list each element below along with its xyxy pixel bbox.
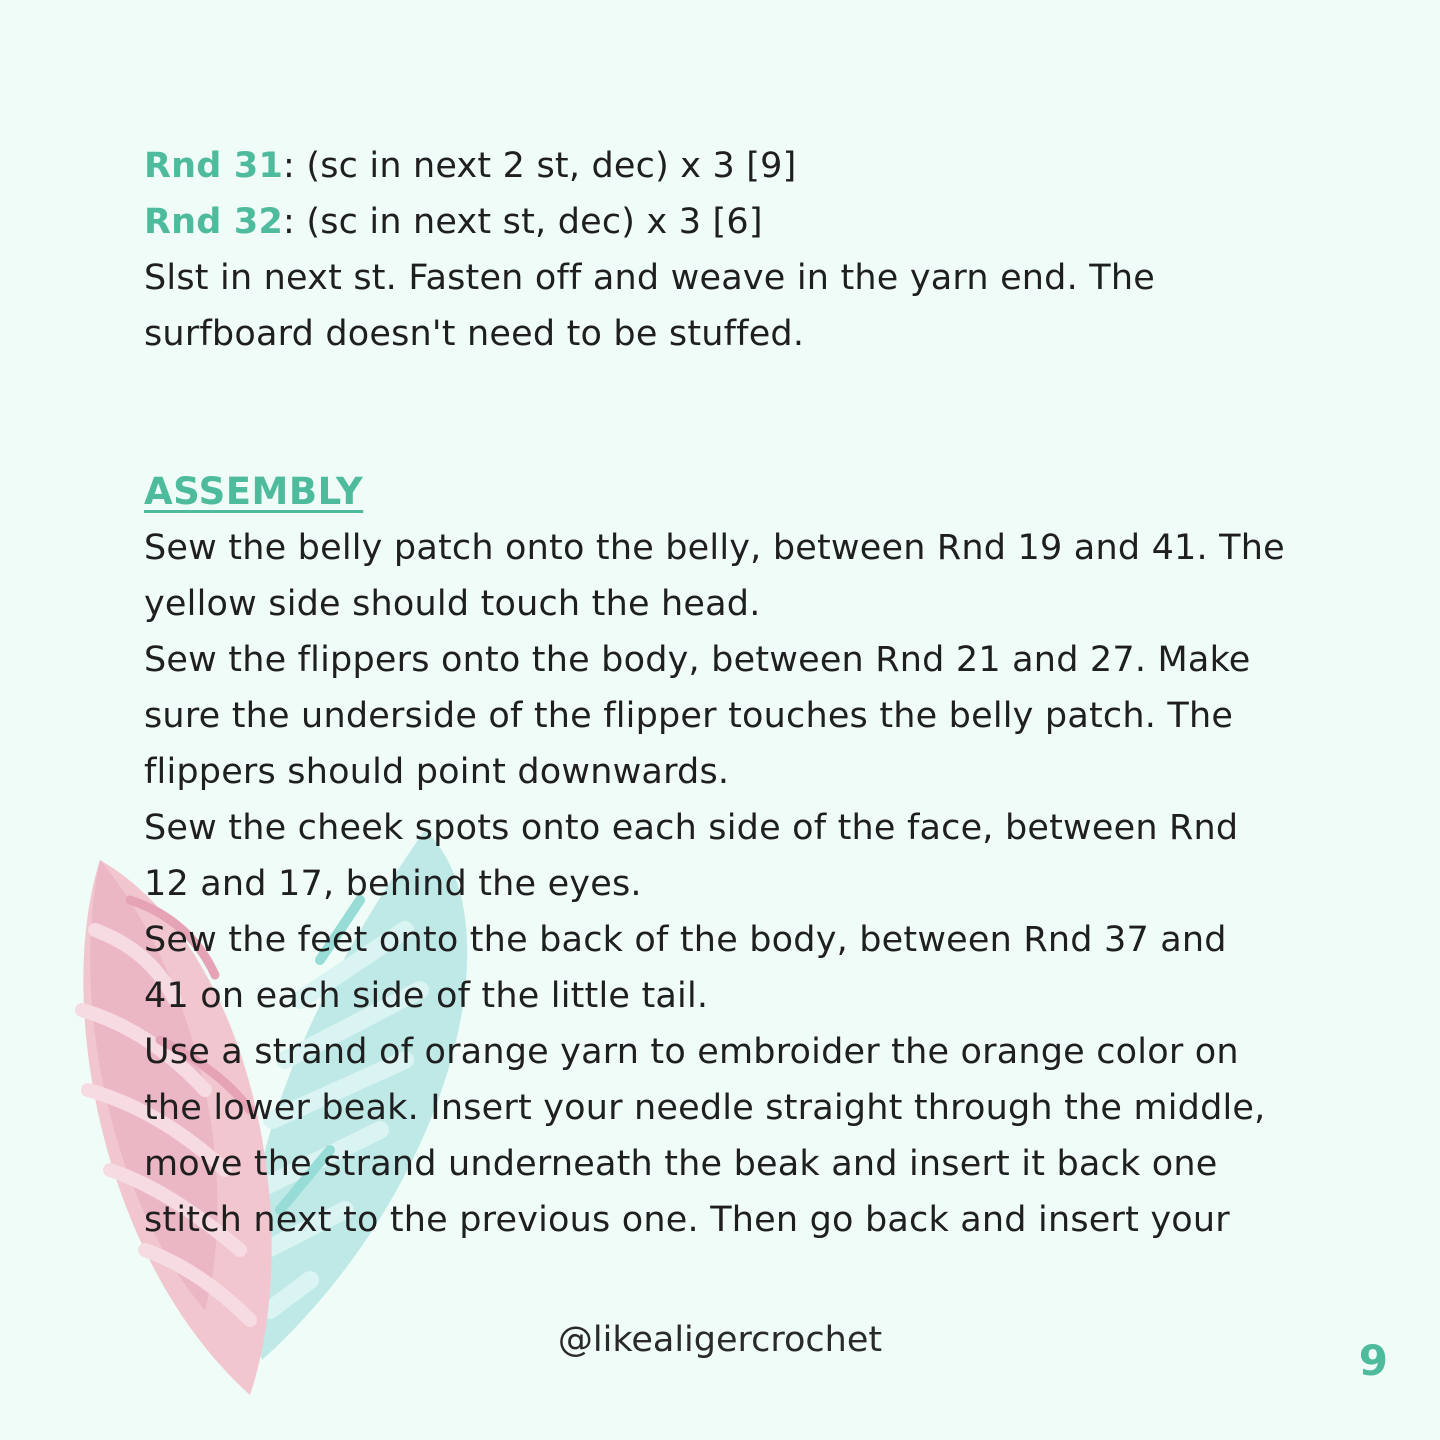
- assembly-line: move the strand underneath the beak and insert it back one: [144, 1144, 1218, 1184]
- round-31-line: [144, 138, 1324, 194]
- assembly-line: 12 and 17, behind the eyes.: [144, 864, 642, 904]
- assembly-line: 41 on each side of the little tail.: [144, 976, 709, 1016]
- social-handle: [0, 1316, 1440, 1364]
- section-spacer: [144, 362, 1324, 466]
- social-handle-text: @likealigercrochet: [557, 1320, 883, 1360]
- assembly-heading: ASSEMBLY: [144, 470, 364, 513]
- assembly-line: yellow side should touch the head.: [144, 584, 761, 624]
- assembly-line: Sew the feet onto the back of the body, between Rnd 37 and: [144, 920, 1227, 960]
- assembly-line: flippers should point downwards.: [144, 752, 730, 792]
- assembly-line: Sew the cheek spots onto each side of the face, between Rnd: [144, 808, 1239, 848]
- round-32-line: [144, 194, 1324, 250]
- assembly-line: the lower beak. Insert your needle straight through the middle,: [144, 1088, 1266, 1128]
- assembly-line: sure the underside of the flipper touches the belly patch. The: [144, 696, 1234, 736]
- assembly-line: Sew the belly patch onto the belly, between Rnd 19 and 41. The: [144, 528, 1285, 568]
- finishing-line: surfboard doesn't need to be stuffed.: [144, 314, 805, 354]
- assembly-line: Use a strand of orange yarn to embroider the orange color on: [144, 1032, 1239, 1072]
- assembly-line: stitch next to the previous one. Then go back and insert your: [144, 1200, 1230, 1240]
- page-number: 9: [1358, 1336, 1388, 1385]
- round-instruction: : (sc in next st, dec) x 3 [6]: [283, 202, 763, 242]
- round-instruction: : (sc in next 2 st, dec) x 3 [9]: [283, 146, 797, 186]
- pattern-content: [144, 138, 1324, 1248]
- round-label: Rnd 31: [144, 146, 284, 186]
- assembly-line: Sew the flippers onto the body, between Rnd 21 and 27. Make: [144, 640, 1251, 680]
- finishing-line: Slst in next st. Fasten off and weave in the yarn end. The: [144, 258, 1155, 298]
- round-label: Rnd 32: [144, 202, 284, 242]
